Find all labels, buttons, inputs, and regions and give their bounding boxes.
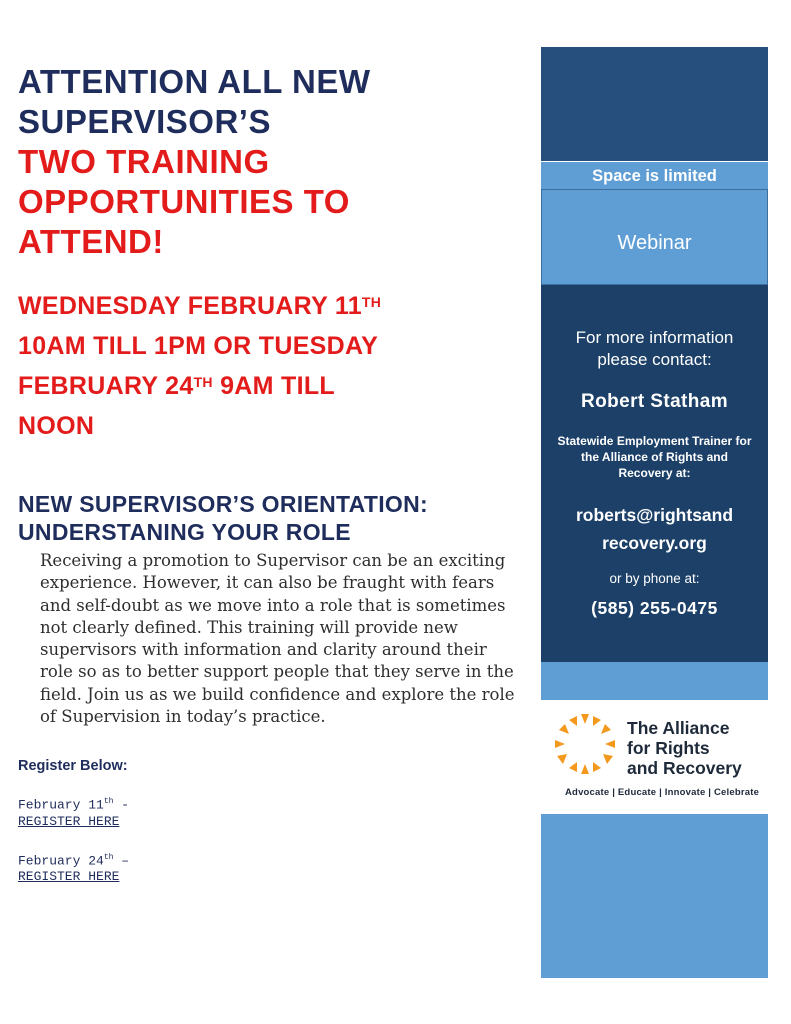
section-heading [18,490,518,546]
register-link-feb-11[interactable]: REGISTER HERE [18,813,120,829]
date-text-4: 9AM TILL [212,372,335,400]
register-label: Register Below: [18,758,128,775]
contact-email-line-2[interactable]: recovery.org [602,533,707,553]
contact-info-panel [541,285,768,662]
date-sup-2: TH [193,374,213,390]
date-text-1: WEDNESDAY FEBRUARY 11 [18,292,362,320]
register-link-feb-24[interactable]: REGISTER HERE [18,869,120,885]
register-sep-1: - [113,797,130,813]
phone-label: or by phone at: [609,571,700,586]
date-text-5: NOON [18,412,95,440]
section-heading-line-1: NEW SUPERVISOR’S ORIENTATION: [18,491,428,517]
section-heading-line-2: UNDERSTANING YOUR ROLE [18,519,351,545]
flyer-main-column [18,62,518,885]
contact-phone: (585) 255-0475 [591,598,718,618]
space-limited-banner: Space is limited [541,161,768,190]
headline-red-line-1: TWO TRAINING [18,143,270,180]
register-sep-2: – [113,853,130,869]
contact-email-line-1[interactable]: roberts@rightsand [575,505,734,525]
headline-line-2: SUPERVISOR’S [18,103,271,140]
info-prompt [541,327,768,371]
organization-logo [541,700,768,814]
sidebar-top-block [541,47,768,161]
webinar-label: Webinar [617,232,692,254]
headline-red-line-2: OPPORTUNITIES TO [18,183,350,220]
contact-email[interactable] [541,501,768,557]
logo-line-3: and Recovery [627,758,742,778]
logo-tagline: Advocate | Educate | Innovate | Celebrate [565,787,760,798]
sidebar-bottom-block [541,814,768,978]
training-dates [18,286,518,446]
logo-line-2: for Rights [627,738,710,758]
sidebar-spacer-block [541,662,768,700]
description-paragraph: Receiving a promotion to Supervisor can be an exciting experience. However, it can also be fraught with fears and self-doubt as we move into a role that is sometimes not clearly defined. This training will provide new supervisors with information and clarity around their role so as to better support people that they serve in the field. Join us as we build confidence and explore the role of Supervision in today’s practice. [40,551,515,727]
register-sup-1: th [103,797,114,807]
contact-name: Robert Statham [580,391,729,412]
register-item-feb-11 [18,794,518,829]
date-text-2: 10AM TILL 1PM OR TUESDAY [18,332,379,360]
date-text-3: FEBRUARY 24 [18,372,194,400]
info-prompt-line-2: please contact: [597,350,712,369]
info-prompt-line-1: For more information [575,328,734,347]
register-date-2: February 24 [18,853,104,869]
headline-line-1: ATTENTION ALL NEW [18,63,371,100]
headline-red-line-3: ATTEND! [18,223,164,260]
register-item-feb-24 [18,850,518,885]
register-sup-2: th [103,852,114,862]
date-sup-1: TH [361,294,382,310]
logo-line-1: The Alliance [627,718,730,738]
logo-wordmark [627,718,742,778]
sunburst-logo-icon [553,712,617,776]
contact-role: Statewide Employment Trainer for the Alliance of Rights and Recovery at: [557,434,752,480]
webinar-box [541,189,768,285]
register-date-1: February 11 [18,797,104,813]
